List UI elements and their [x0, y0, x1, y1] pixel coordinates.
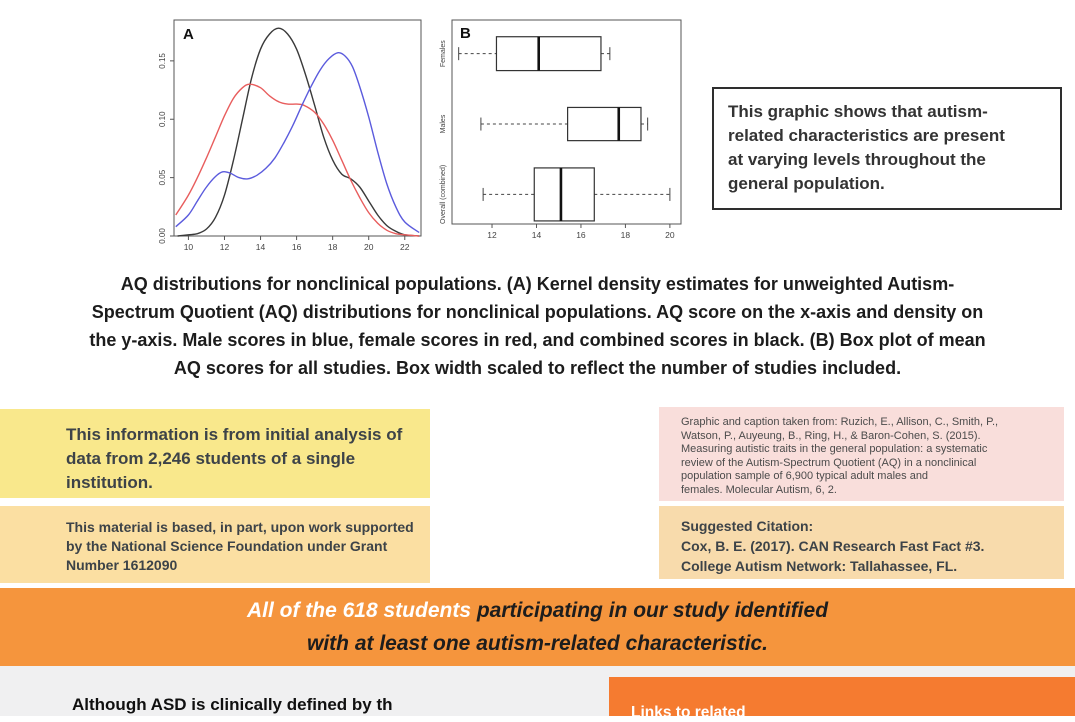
- sample-info-box: [0, 409, 430, 498]
- source-line: review of the Autism-Spectrum Quotient (AQ) in a nonclinical: [681, 456, 977, 469]
- caption-line: Spectrum Quotient (AQ) distributions for nonclinical populations. AQ score on the x-axis and density on: [91, 302, 984, 322]
- note-line: related characteristics are present: [728, 126, 1005, 145]
- svg-text:18: 18: [620, 230, 631, 240]
- source-line: Watson, P., Auyeung, B., Ring, H., & Baron-Cohen, S. (2015).: [681, 429, 981, 442]
- svg-text:0.05: 0.05: [158, 169, 168, 186]
- banner-line-2: with at least one autism-related characteristic.: [307, 632, 768, 655]
- svg-text:B: B: [460, 25, 471, 42]
- caption-line: AQ scores for all studies. Box width scaled to reflect the number of studies included.: [173, 358, 902, 378]
- note-line: at varying levels throughout the: [728, 150, 986, 169]
- banner-rest: participating in our study identified: [471, 599, 829, 622]
- svg-text:12: 12: [219, 242, 230, 252]
- svg-text:Overall (combined): Overall (combined): [440, 164, 448, 224]
- banner-highlight: All of the 618 students: [246, 599, 472, 622]
- sample-info-line: data from 2,246 students of a single: [66, 449, 356, 468]
- links-box-partial: [609, 677, 1075, 721]
- boxplot-chart: [432, 12, 690, 252]
- key-finding-banner: [0, 588, 1075, 666]
- svg-text:16: 16: [576, 230, 586, 240]
- source-line: females. Molecular Autism, 6, 2.: [681, 483, 837, 496]
- svg-text:14: 14: [531, 230, 542, 240]
- svg-text:14: 14: [255, 242, 266, 252]
- svg-text:18: 18: [327, 242, 338, 252]
- svg-text:16: 16: [291, 242, 302, 252]
- links-box-text: Links to related: [631, 704, 746, 721]
- bottom-left-paragraph-partial: Although ASD is clinically defined by th: [72, 695, 393, 714]
- sample-info-line: institution.: [66, 473, 153, 492]
- source-attribution-box: [659, 407, 1064, 501]
- nsf-grant-box: [0, 506, 430, 583]
- nsf-grant-line: Number 1612090: [66, 557, 178, 573]
- citation-line: College Autism Network: Tallahassee, FL.: [681, 558, 958, 574]
- svg-text:12: 12: [487, 230, 497, 240]
- source-line: population sample of 6,900 typical adult males and: [681, 470, 929, 482]
- source-line: Graphic and caption taken from: Ruzich, E., Allison, C., Smith, P.,: [681, 416, 999, 428]
- svg-text:0.00: 0.00: [158, 228, 167, 244]
- svg-text:20: 20: [665, 230, 675, 240]
- note-line: general population.: [728, 174, 885, 193]
- graphic-note-box: [712, 87, 1062, 210]
- caption-line: AQ distributions for nonclinical populations. (A) Kernel density estimates for unweighted Autism-: [120, 274, 955, 294]
- svg-text:Females: Females: [439, 40, 447, 68]
- citation-line: Suggested Citation:: [681, 518, 814, 534]
- nsf-grant-line: by the National Science Foundation under Grant: [66, 538, 388, 554]
- svg-text:22: 22: [400, 242, 410, 252]
- suggested-citation-box: [659, 506, 1064, 579]
- caption-line: the y-axis. Male scores in blue, female scores in red, and combined scores in black. (B) Box plot of mean: [89, 330, 986, 350]
- source-line: Measuring autistic traits in the general population: a systematic: [681, 443, 988, 455]
- svg-text:Males: Males: [440, 114, 448, 134]
- svg-text:0.10: 0.10: [158, 111, 168, 127]
- svg-text:0.15: 0.15: [157, 53, 167, 69]
- svg-text:20: 20: [363, 242, 374, 252]
- citation-line: Cox, B. E. (2017). CAN Research Fast Fact #3.: [681, 538, 985, 554]
- figure-caption: [45, 270, 1030, 382]
- kernel-density-chart: [150, 12, 428, 262]
- nsf-grant-line: This material is based, in part, upon work supported: [66, 519, 414, 535]
- banner-line-1: [247, 594, 828, 627]
- svg-text:A: A: [183, 26, 194, 43]
- note-line: This graphic shows that autism-: [728, 102, 988, 121]
- svg-text:10: 10: [183, 242, 194, 252]
- sample-info-line: This information is from initial analysis of: [66, 425, 403, 444]
